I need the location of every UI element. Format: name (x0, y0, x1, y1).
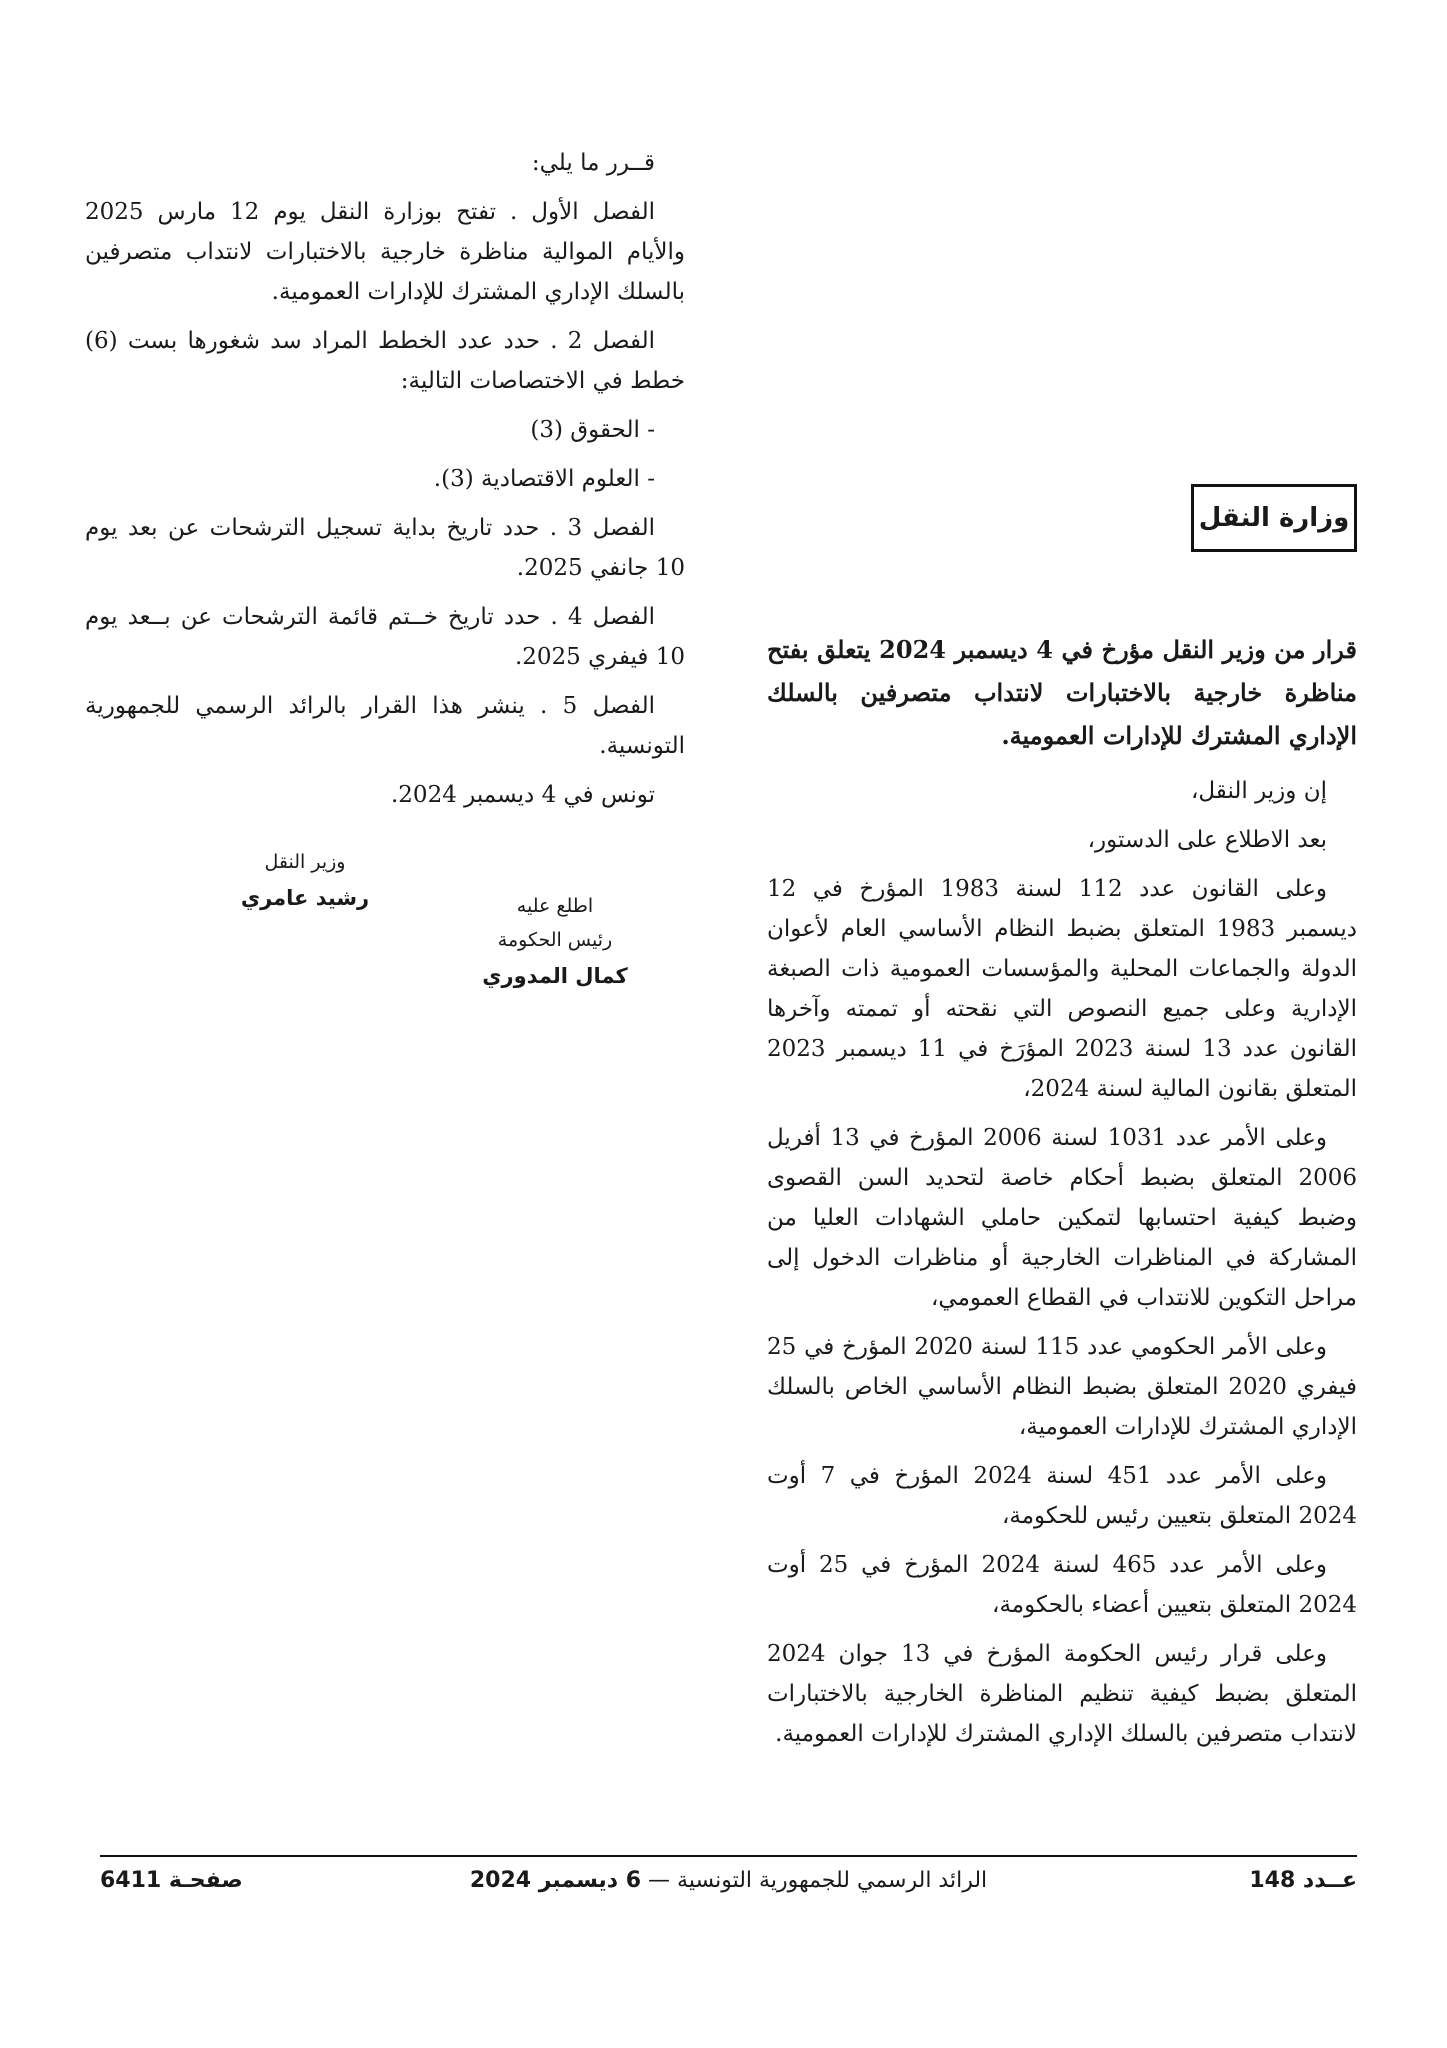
preamble-constitution: بعد الاطلاع على الدستور، (1087, 827, 1327, 853)
preamble-decree-451: وعلى الأمر عدد 451 لسنة 2024 المؤرخ في 7 أوت 2024 المتعلق بتعيين رئيس للحكومة، (767, 1463, 1357, 1529)
preamble-minister: إن وزير النقل، (1190, 778, 1327, 804)
approval-signature (445, 889, 665, 995)
preamble-decree-465: وعلى الأمر عدد 465 لسنة 2024 المؤرخ في 25 أوت 2024 المتعلق بتعيين أعضاء بالحكومة، (767, 1552, 1357, 1618)
footer-divider (100, 1855, 1357, 1857)
decision-title: قرار من وزير النقل مؤرخ في 4 ديسمبر 2024 يتعلق بفتح مناظرة خارجية بالاختبارات لانتداب متصرفين بالسلك الإداري المشترك للإدارات العمومية. (767, 635, 1357, 750)
signatures (195, 845, 695, 1015)
page-footer (100, 1868, 1357, 1908)
preamble-decree-2006: وعلى الأمر عدد 1031 لسنة 2006 المؤرخ في 13 أفريل 2006 المتعلق بضبط أحكام خاصة لتحديد السن القصوى وضبط كيفية احتسابها لتمكين حاملي الشهادات العليا من المشاركة في المناظرات الخارجية أو مناظرات الدخول إلى مراحل التكوين للانتداب في القطاع العمومي، (767, 1125, 1357, 1311)
journal-name (100, 1868, 1357, 1893)
article-5: الفصل 5 . ينشر هذا القرار بالرائد الرسمي للجمهورية التونسية. (85, 693, 685, 759)
page-number: صفحـة 6411 (100, 1868, 243, 1893)
left-column (85, 143, 685, 824)
article-1: الفصل الأول . تفتح بوزارة النقل يوم 12 مارس 2025 والأيام الموالية مناظرة خارجية بالاختبارات لانتداب متصرفين بالسلك الإداري المشترك للإدارات العمومية. (85, 199, 685, 305)
article-4: الفصل 4 . حدد تاريخ خــتم قائمة الترشحات عن بــعد يوم 10 فيفري 2025. (85, 604, 685, 670)
approval-role: رئيس الحكومة (497, 929, 613, 951)
journal-date: 6 ديسمبر 2024 (469, 1868, 642, 1893)
article-2-item-law: - الحقوق (3) (530, 417, 655, 443)
preamble-pm-decision: وعلى قرار رئيس الحكومة المؤرخ في 13 جوان 2024 المتعلق بضبط كيفية تنظيم المناظرة الخارجية بالاختبارات لانتداب متصرفين بالسلك الإداري المشترك للإدارات العمومية. (767, 1641, 1357, 1747)
ministry-header: وزارة النقل (1191, 484, 1357, 552)
article-2: الفصل 2 . حدد عدد الخطط المراد سد شغورها بست (6) خطط في الاختصاصات التالية: (85, 328, 685, 394)
minister-name: رشيد عامري (240, 886, 370, 910)
journal-title: الرائد الرسمي للجمهورية التونسية — (648, 1868, 988, 1893)
decides-heading: قــرر ما يلي: (531, 150, 655, 176)
preamble-law-1983: وعلى القانون عدد 112 لسنة 1983 المؤرخ في 12 ديسمبر 1983 المتعلق بضبط النظام الأساسي العام لأعوان الدولة والجماعات المحلية والمؤسسات العمومية ذات الصبغة الإدارية وعلى جميع النصوص التي نقحته أو تممته وآخرها القانون عدد 13 لسنة 2023 المؤرَخ في 11 ديسمبر 2023 المتعلق بقانون المالية لسنة 2024، (767, 876, 1357, 1102)
place-date: تونس في 4 ديسمبر 2024. (390, 782, 655, 808)
approval-name: كمال المدوري (482, 964, 628, 988)
minister-role: وزير النقل (264, 851, 346, 873)
approval-label: اطلع عليه (516, 895, 594, 917)
preamble-decree-2020: وعلى الأمر الحكومي عدد 115 لسنة 2020 المؤرخ في 25 فيفري 2020 المتعلق بضبط النظام الأساسي الخاص بالسلك الإداري المشترك للإدارات العمومية، (767, 1334, 1358, 1440)
article-2-item-economics: - العلوم الاقتصادية (3). (433, 466, 655, 492)
article-3: الفصل 3 . حدد تاريخ بداية تسجيل الترشحات عن بعد يوم 10 جانفي 2025. (85, 515, 685, 581)
minister-signature (195, 845, 415, 917)
issue-number: عــدد 148 (1249, 1868, 1357, 1893)
right-column (767, 628, 1357, 1763)
